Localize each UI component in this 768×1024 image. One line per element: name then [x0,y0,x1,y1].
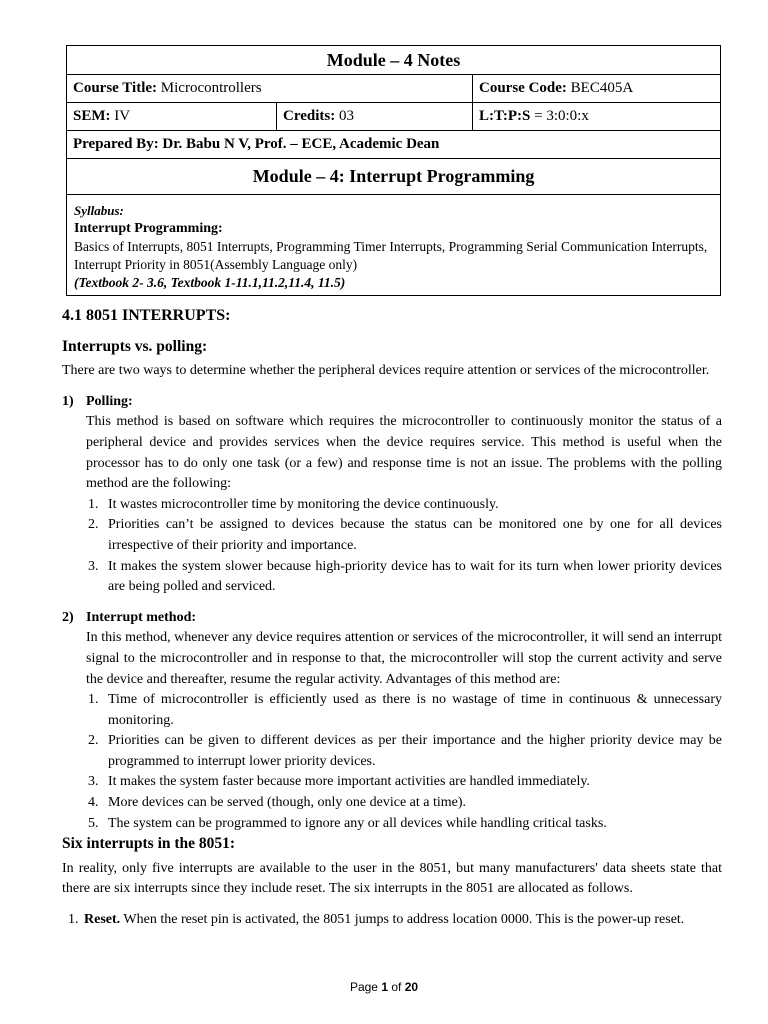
reset-text: When the reset pin is activated, the 8051 jumps to address location 0000. This is the power-up reset. [123,912,685,928]
polling-section [62,392,722,598]
interrupt-method-paragraph: In this method, whenever any device requires attention or services of the microcontroller, it will send an interrupt signal to the microcontroller and in response to that, the microcontroller will stop the current activity and serve the device and thereafter, resume the regular activity. Advantages of this method are: [86,630,722,687]
credits-value: 03 [338,108,354,124]
syllabus-subtitle: Interrupt Programming: [74,221,223,236]
module-title: Module – 4: Interrupt Programming [67,159,721,195]
list-item [86,793,722,814]
list-item-text: It makes the system faster because more important activities are handled immediately. [108,774,590,790]
interrupt-method-number: 2) [62,609,74,625]
list-item-number: 1. [88,692,99,708]
section-heading: 4.1 8051 INTERRUPTS: [62,307,231,324]
header-table [66,45,721,296]
course-title-value: Microcontrollers [160,80,262,96]
list-item-number: 3. [88,774,99,790]
list-item [86,731,722,772]
list-item-text: It wastes microcontroller time by monitoring the device continuously. [108,496,499,512]
page-footer [0,980,768,994]
polling-title: Polling: [86,393,133,409]
credits-cell [277,103,473,131]
list-item [86,557,722,598]
list-item-number: 1. [88,496,99,512]
list-item-text: More devices can be served (though, only one device at a time). [108,795,467,811]
credits-label: Credits: [283,108,336,124]
reset-list-item [62,910,722,931]
ltps-label: L:T:P:S [479,108,531,124]
list-item-text: It makes the system slower because high-priority device has to wait for its turn when lower priority devices are being polled and serviced. [108,558,722,595]
page-label: Page [349,980,378,994]
six-interrupts-paragraph: In reality, only five interrupts are available to the user in the 8051, but many manufacturers' data sheets state that there are six interrupts since they include reset. The six interrupts in the 8051 are allocated as follows. [62,860,722,897]
syllabus-cell [67,195,721,296]
list-item [86,814,722,835]
main-content [62,306,722,931]
list-item-text: Time of microcontroller is efficiently used as there is no wastage of time in continuous & unnecessary monitoring. [108,692,722,728]
list-item [86,495,722,516]
sem-value: IV [114,108,131,124]
subheading-six-interrupts: Six interrupts in the 8051: [62,835,236,853]
reset-label: Reset. [84,912,121,928]
page-total: 20 [404,980,419,994]
list-item-number: 3. [88,558,99,574]
page-number: 1 [381,980,388,994]
list-item [86,515,722,556]
ltps-cell [473,103,721,131]
syllabus-text: Basics of Interrupts, 8051 Interrupts, Programming Timer Interrupts, Programming Serial Communication Interrupts, Interrupt Priority in 8051(Assembly Language only) [74,239,708,272]
interrupt-method-section [62,608,722,835]
list-item-number: 2. [88,733,99,749]
polling-paragraph: This method is based on software which requires the microcontroller to continuously monitor the status of a peripheral device and provides services when the device requires service. This method is useful when the processor has to do only one task (or a few) and response time is not an issue. The problems with the polling method are the following: [86,414,722,492]
list-item-text: The system can be programmed to ignore any or all devices while handling critical tasks. [108,815,607,831]
list-item-text: Priorities can be given to different devices as per their importance and the higher priority device may be programmed to interrupt lower priority devices. [108,733,722,769]
interrupt-method-title: Interrupt method: [86,609,197,625]
course-code-label: Course Code: [479,80,567,96]
course-code-cell [473,75,721,103]
prepared-by-text: Prepared By: Dr. Babu N V, Prof. – ECE, Academic Dean [73,136,440,152]
list-item [86,772,722,793]
list-item-number: 2. [88,517,99,533]
prepared-by [67,131,721,159]
sem-label: SEM: [73,108,111,124]
list-item-number: 4. [88,795,99,811]
sem-cell [67,103,277,131]
course-code-value: BEC405A [570,80,634,96]
reset-number: 1. [68,912,79,928]
interrupt-advantages-list [86,690,722,834]
list-item-text: Priorities can’t be assigned to devices because the status can be monitored one by one for all devices irrespective of their priority and importance. [108,517,722,553]
polling-problems-list [86,495,722,598]
subheading-interrupts-vs-polling: Interrupts vs. polling: [62,337,208,355]
polling-number: 1) [62,393,74,409]
syllabus-label: Syllabus: [74,203,124,218]
list-item-number: 5. [88,815,99,831]
intro-paragraph: There are two ways to determine whether the peripheral devices require attention or services of the microcontroller. [62,363,710,379]
course-title-cell [67,75,473,103]
list-item [86,690,722,731]
of-label: of [391,980,402,994]
document-title: Module – 4 Notes [67,46,721,75]
course-title-label: Course Title: [73,80,158,96]
syllabus-reference: (Textbook 2- 3.6, Textbook 1-11.1,11.2,11.4, 11.5) [74,275,346,290]
ltps-value: = 3:0:0:x [534,108,589,124]
